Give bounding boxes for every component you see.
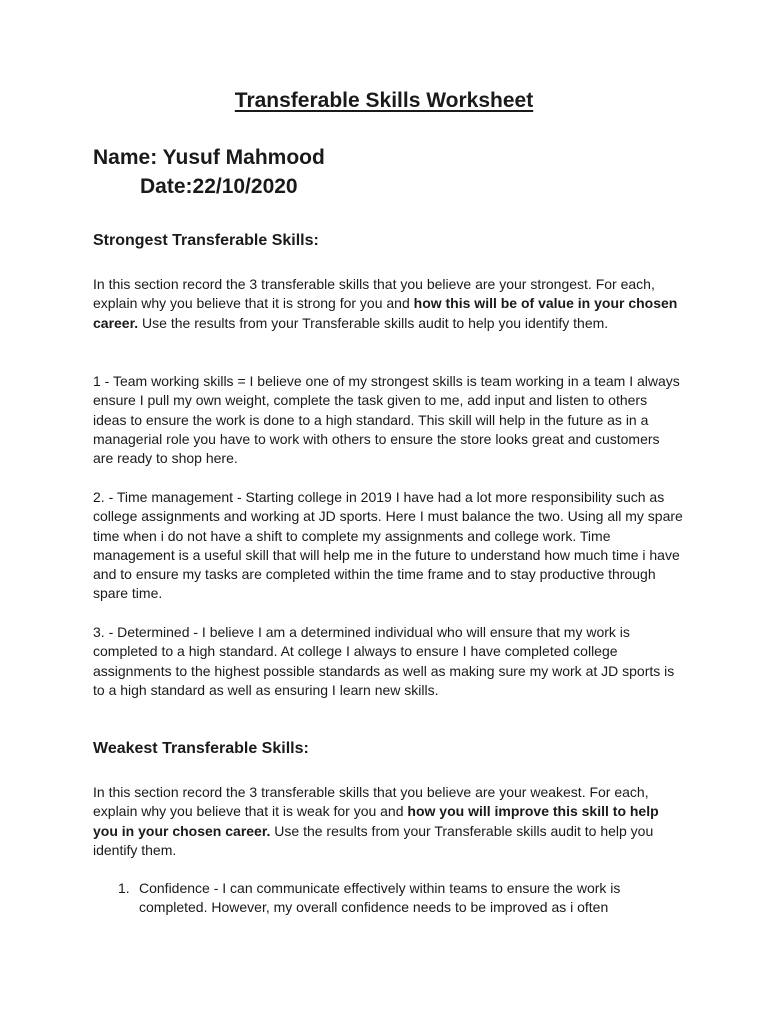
strong-skill-time-management: 2. - Time management - Starting college in 2019 I have had a lot more responsibility such as college assignments and working at JD sports. Here I must balance the two. Using all my spare time when i do not have a shift to complete my assignments and college work. Time management is a useful skill that will help me in the future to understand how much time i have and to ensure my tasks are completed within the time frame and to stay productive through spare time. bbox=[93, 489, 683, 602]
intro-text: Use the results from your Transferable skills audit to help you identify them. bbox=[138, 314, 609, 331]
strongest-skills-intro bbox=[93, 275, 683, 333]
intro-emphasis: how you will improve this skill to help you in your chosen career. bbox=[93, 803, 659, 839]
intro-text: In this section record the 3 transferable skills that you believe are your strongest. For each, explain why you believe that it is strong for you and bbox=[93, 276, 655, 312]
intro-emphasis: how this will be of value in your chosen career. bbox=[93, 295, 678, 331]
worksheet-date: Date:22/10/2020 bbox=[140, 175, 298, 198]
weakest-skills-intro bbox=[93, 783, 683, 860]
student-name: Name: Yusuf Mahmood bbox=[93, 146, 325, 169]
page-title: Transferable Skills Worksheet bbox=[234, 89, 534, 112]
strong-skill-team-working: 1 - Team working skills = I believe one of my strongest skills is team working in a team I always ensure I pull my own weight, complete the task given to me, add input and listen to others ideas to ensure the work is done to a high standard. This skill will help in the future as in a managerial role you have to work with others to ensure the store looks great and customers are ready to shop here. bbox=[93, 373, 680, 467]
strongest-skills-heading: Strongest Transferable Skills: bbox=[93, 232, 319, 249]
weak-skill-confidence bbox=[118, 879, 683, 918]
list-number: 1. bbox=[118, 880, 130, 896]
list-item-text: Confidence - I can communicate effectively within teams to ensure the work is completed. However, my overall confidence needs to be improved as i often bbox=[139, 880, 621, 916]
intro-text: Use the results from your Transferable skills audit to help you identify them. bbox=[93, 822, 654, 858]
strong-skill-determined: 3. - Determined - I believe I am a determined individual who will ensure that my work is completed to a high standard. At college I always to ensure I have completed college assignments to the highest possible standards as well as making sure my work at JD sports is to a high standard as well as ensuring I learn new skills. bbox=[93, 624, 675, 698]
intro-text: In this section record the 3 transferable skills that you believe are your weakest. For each, explain why you believe that it is weak for you and bbox=[93, 784, 649, 820]
weakest-skills-heading: Weakest Transferable Skills: bbox=[93, 740, 309, 757]
